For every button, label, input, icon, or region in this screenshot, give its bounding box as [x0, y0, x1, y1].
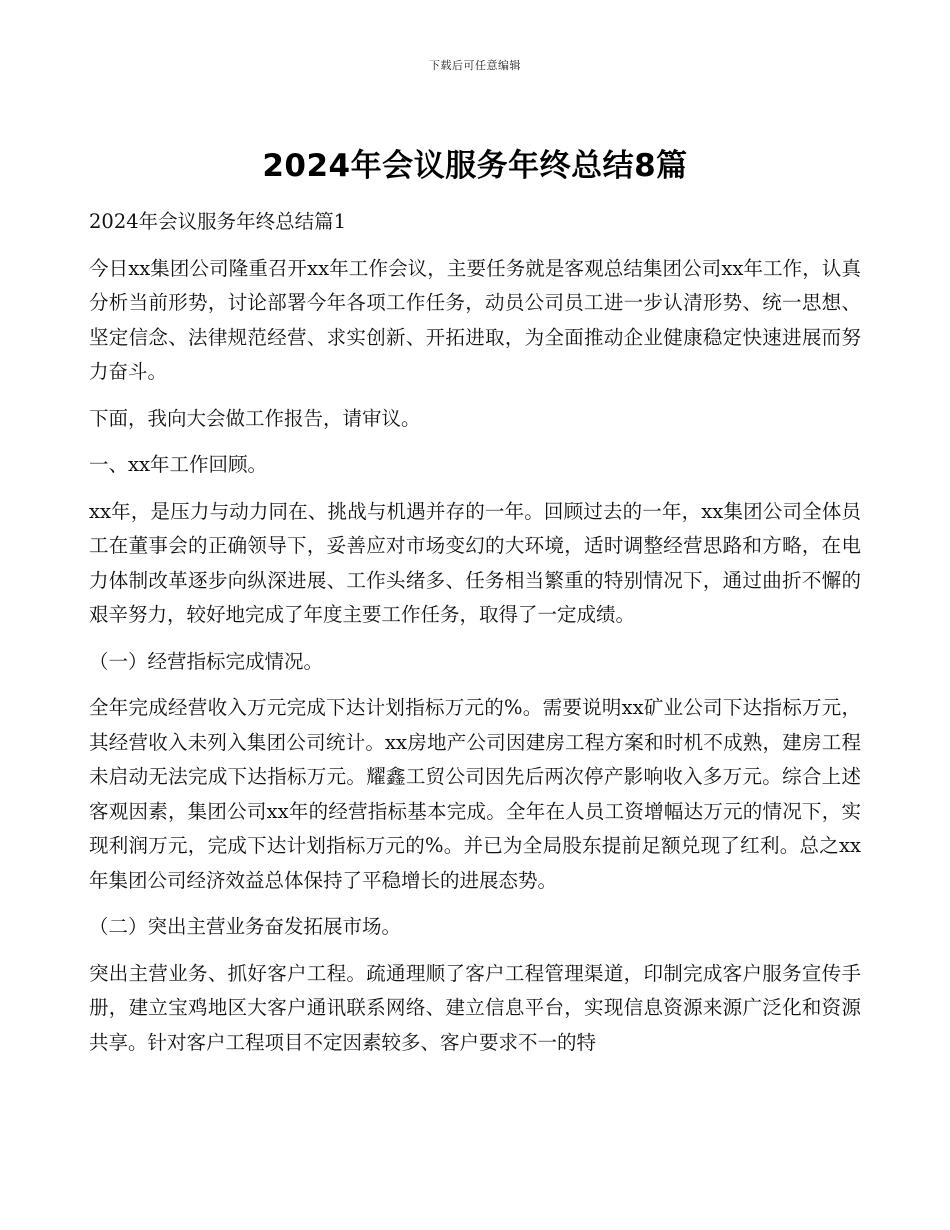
paragraph: 今日xx集团公司隆重召开xx年工作会议，主要任务就是客观总结集团公司xx年工作，认真分析当前形势，讨论部署今年各项工作任务，动员公司员工进一步认清形势、统一思想、坚定信念、法律规范经营、求实创新、开拓进取，为全面推动企业健康稳定快速进展而努力奋斗。 [89, 256, 861, 383]
paragraph: xx年，是压力与动力同在、挑战与机遇并存的一年。回顾过去的一年，xx集团公司全体员工在董事会的正确领导下，妥善应对市场变幻的大环境，适时调整经营思路和方略，在电力体制改革逐步向纵深进展、工作头绪多、任务相当繁重的特别情况下，通过曲折不懈的艰辛努力，较好地完成了年度主要工作任务，取得了一定成绩。 [89, 499, 861, 626]
header-note: 下载后可任意编辑 [429, 59, 521, 72]
document-title: 2024年会议服务年终总结8篇 [262, 148, 688, 184]
paragraph: 一、xx年工作回顾。 [89, 453, 267, 476]
paragraph: 突出主营业务、抓好客户工程。疏通理顺了客户工程管理渠道，印制完成客户服务宣传手册，建立宝鸡地区大客户通讯联系网络、建立信息平台，实现信息资源来源广泛化和资源共享。针对客户工程项目不定因素较多、客户要求不一的特 [89, 961, 861, 1054]
paragraph: 下面，我向大会做工作报告，请审议。 [89, 406, 421, 430]
paragraph: 全年完成经营收入万元完成下达计划指标万元的%。需要说明xx矿业公司下达指标万元，其经营收入未列入集团公司统计。xx房地产公司因建房工程方案和时机不成熟，建房工程未启动无法完成下达指标万元。耀鑫工贸公司因先后两次停产影响收入多万元。综合上述客观因素，集团公司xx年的经营指标基本完成。全年在人员工资增幅达万元的情况下，实现利润万元，完成下达计划指标万元的%。并已为全局股东提前足额兑现了红利。总之xx年集团公司经济效益总体保持了平稳增长的进展态势。 [89, 696, 861, 892]
section-heading: 2024年会议服务年终总结篇1 [89, 210, 347, 233]
document-body [89, 205, 861, 1072]
subheading: （一）经营指标完成情况。 [89, 649, 324, 673]
subheading: （二）突出主营业务奋发拓展市场。 [89, 915, 402, 938]
